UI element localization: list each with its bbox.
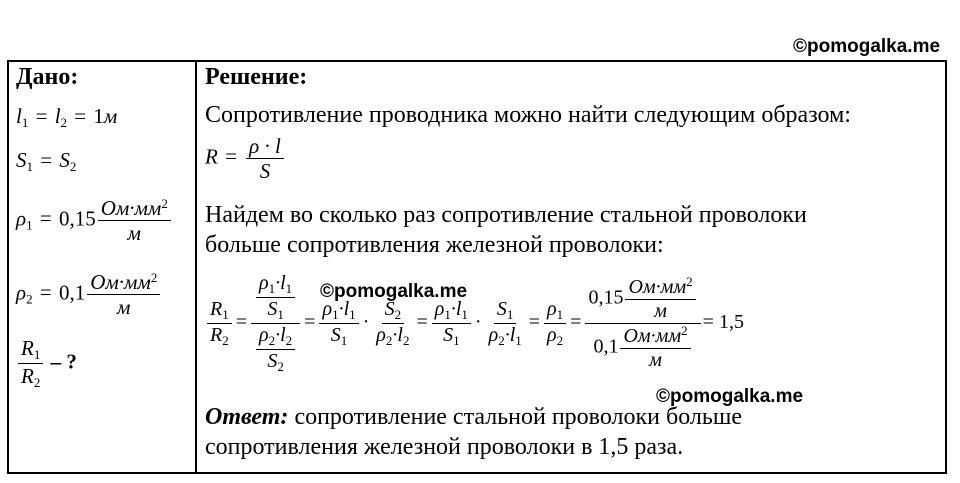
answer-line2: сопротивления железной проволоки в 1,5 раза.: [205, 434, 684, 460]
ratio-derivation: $\frac{R_1}{R_2}$ = $\frac{\frac{\rho_1\cdot l_1}{S_1}}{\frac{\rho_2\cdot l_2}{S_2}}$ = $\frac{\rho_1\cdot l_1}{S_1}$ · $\frac{S_2}{\rho_2\cdot l_2}$ = $\frac{\rho_1\cdot l_1}{S_1}$ · $\frac{S_1}{\rho_2\cdot l_1}$ = $\frac{\rho_1}{\rho_2}$ = 0,15 $\frac{Ом\cdot мм^2}{м}$ 0,1 $\frac{Ом\cdot мм^2}{м}$ = 1,5: [205, 272, 744, 375]
given-find: $\frac{R_1}{R_2}$ – ?: [16, 336, 77, 391]
given-rho2: $\rho_2 = 0,1$ $\frac{Ом\cdot мм^2}{м}$: [16, 270, 162, 319]
column-divider: [195, 60, 197, 474]
resistance-formula: R = $\frac{\rho \cdot l}{S}$: [205, 134, 286, 183]
solution-line2: Найдем во сколько раз сопротивление стальной проволоки: [205, 202, 807, 228]
given-lengths: $l_1 = l_2 = 1м$: [16, 104, 118, 130]
given-title: Дано:: [16, 64, 79, 90]
watermark-middle: ©pomogalka.me: [320, 281, 468, 302]
given-rho1: $\rho_1 = 0,15$ $\frac{Ом\cdot мм^2}{м}$: [16, 196, 173, 245]
solution-line3: больше сопротивления железной проволоки:: [205, 232, 664, 258]
watermark-top: ©pomogalka.me: [793, 36, 941, 57]
answer-line1: [205, 404, 742, 431]
answer-text-1: сопротивление стальной проволоки больше: [288, 404, 742, 430]
answer-label: Ответ:: [205, 404, 289, 430]
watermark-bottom: ©pomogalka.me: [656, 386, 804, 407]
solution-title: Решение:: [205, 64, 308, 90]
solution-line1: Сопротивление проводника можно найти следующим образом:: [205, 102, 851, 128]
given-areas: $S_1 = S_2$: [16, 148, 77, 174]
